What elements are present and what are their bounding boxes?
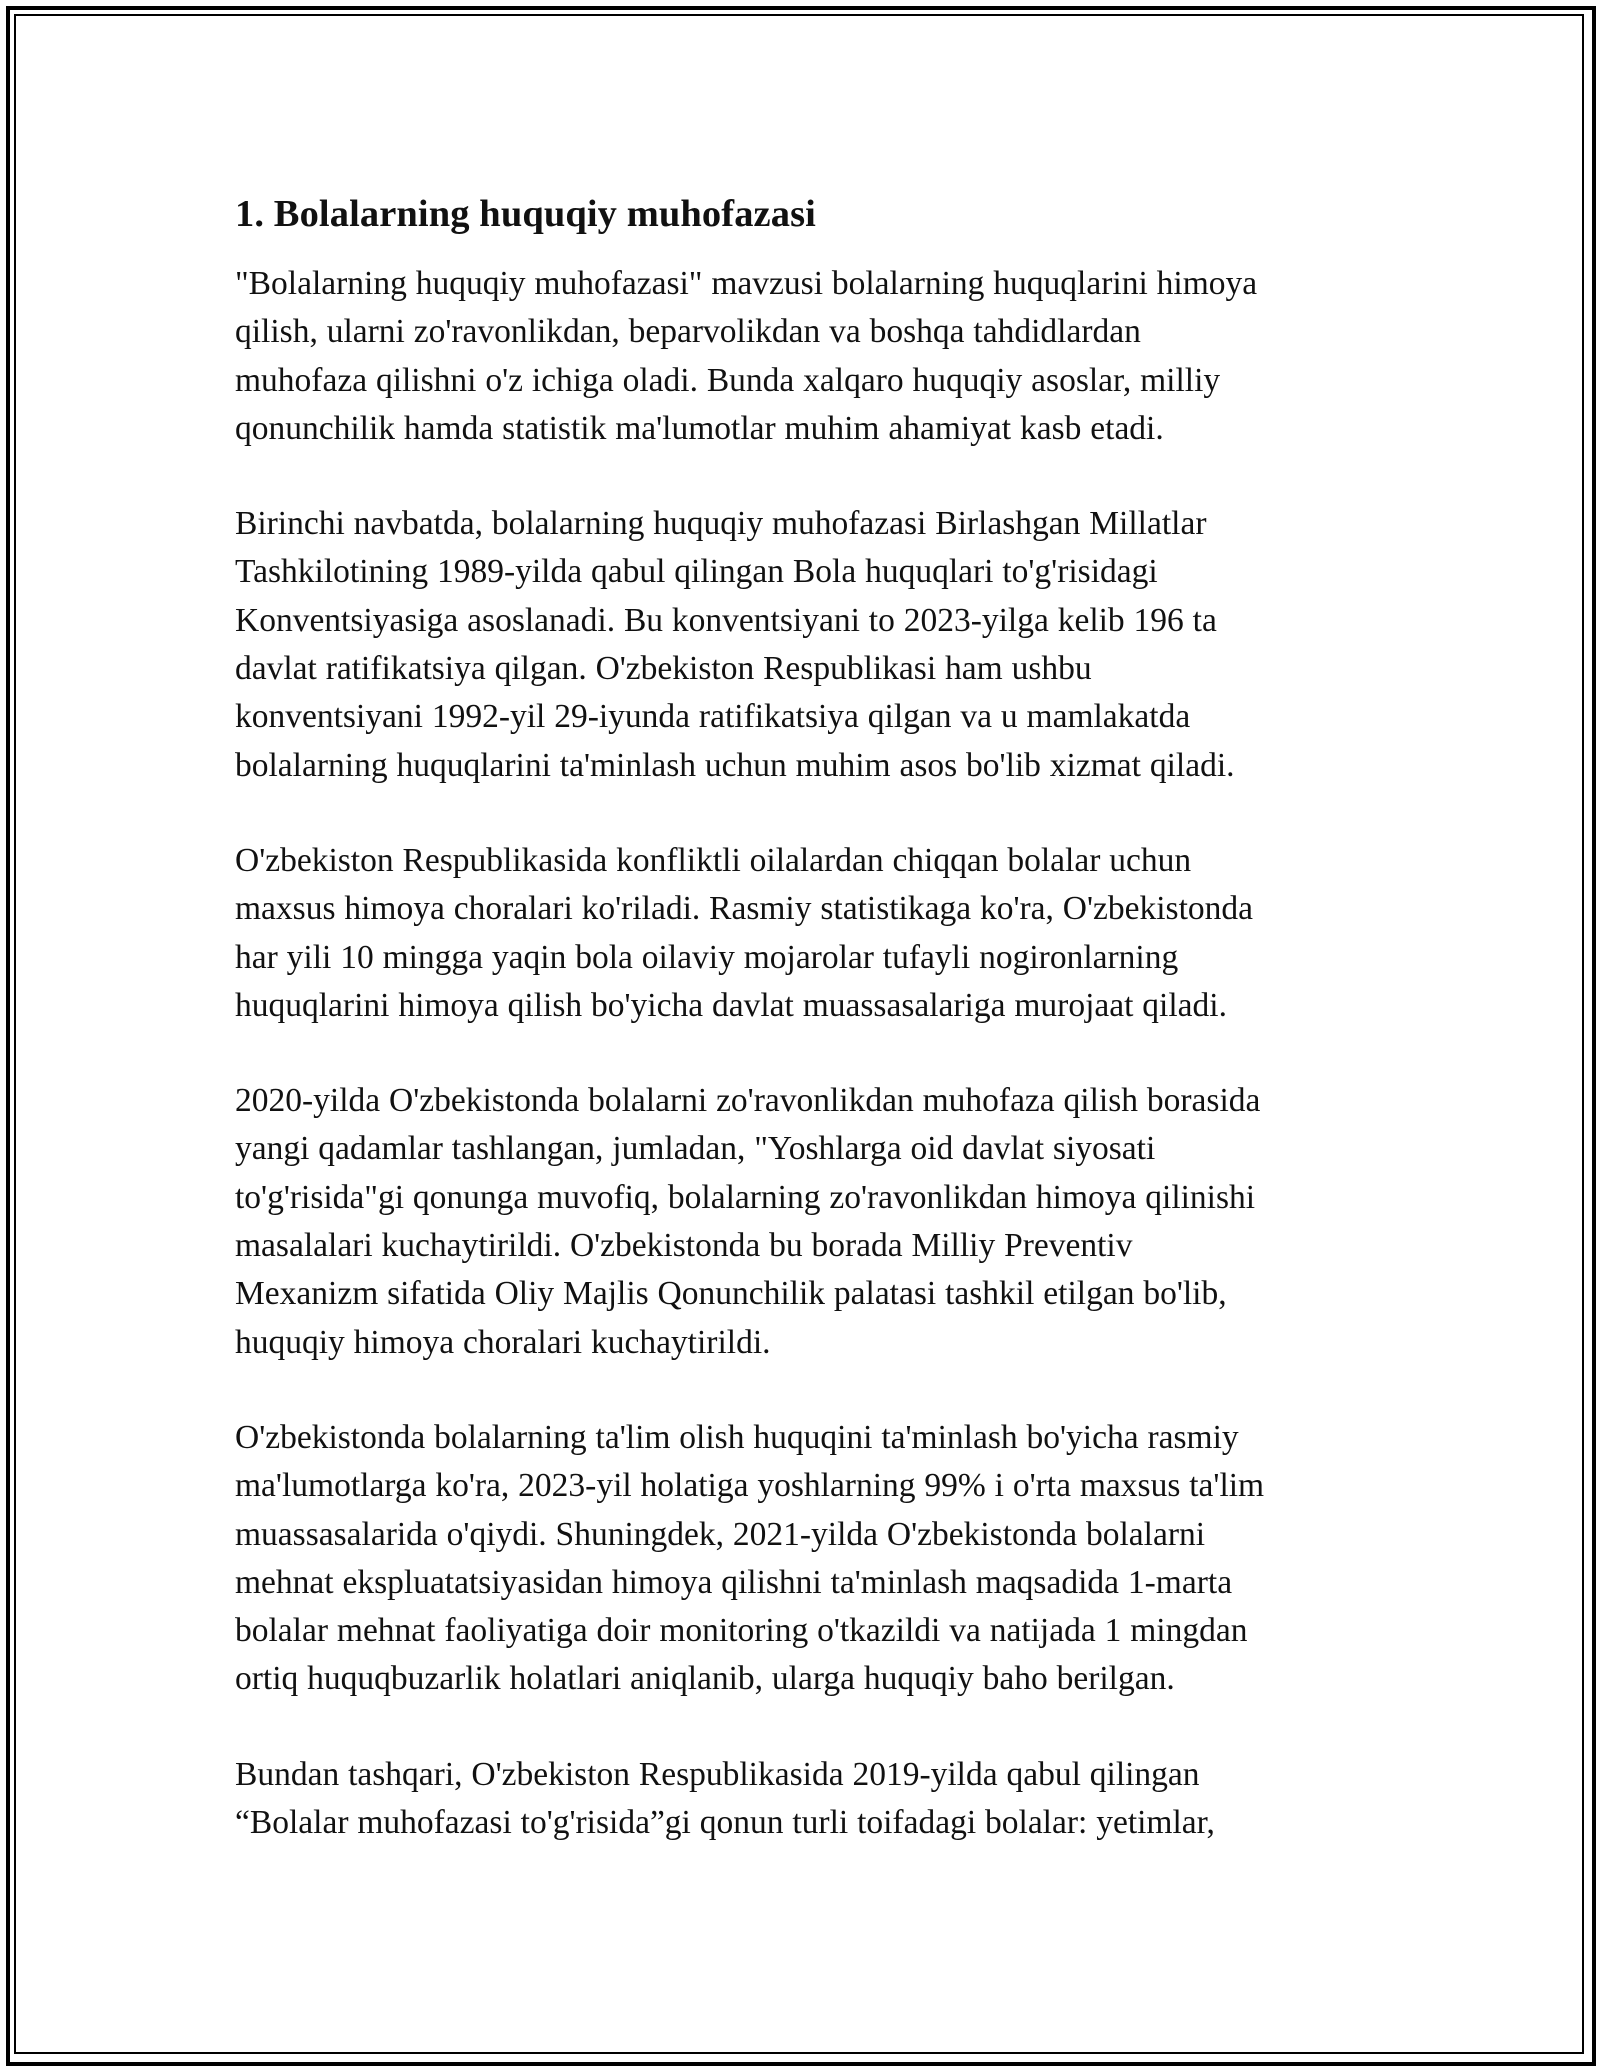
- paragraph-violence-protection: 2020-yilda O'zbekistonda bolalarni zo'ravonlikdan muhofaza qilish borasida yangi qadamlar tashlangan, jumladan, "Yoshlarga oid davlat siyosati to'g'risida"gi qonunga muvofiq, bolalarning zo'ravonlikdan himoya qilinishi masalalari kuchaytirildi. O'zbekistonda bu borada Milliy Preventiv Mexanizm sifatida Oliy Majlis Qonunchilik palatasi tashkil etilgan bo'lib, huquqiy himoya choralari kuchaytirildi.: [235, 1082, 1261, 1361]
- section-heading: 1. Bolalarning huquqiy muhofazasi: [235, 193, 816, 235]
- paragraph-conflict-families: O'zbekiston Respublikasida konfliktli oilalardan chiqqan bolalar uchun maxsus himoya choralari ko'riladi. Rasmiy statistikaga ko'ra, O'zbekistonda har yili 10 mingga yaqin bola oilaviy mojarolar tufayli nogironlarning huquqlarini himoya qilish bo'yicha davlat muassasalariga murojaat qiladi.: [235, 841, 1254, 1024]
- paragraph-education-rights: O'zbekistonda bolalarning ta'lim olish huquqini ta'minlash bo'yicha rasmiy ma'lumotlarga ko'ra, 2023-yil holatiga yoshlarning 99% i o'rta maxsus ta'lim muassasalarida o'qiydi. Shuningdek, 2021-yilda O'zbekistonda bolalarni mehnat ekspluatatsiyasidan himoya qilishni ta'minlash maqsadida 1-marta bolalar mehnat faoliyatiga doir monitoring o'tkazildi va natijada 1 mingdan ortiq huquqbuzarlik holatlari aniqlanib, ularga huquqiy baho berilgan.: [235, 1418, 1265, 1698]
- document-body: [235, 190, 1370, 1894]
- paragraph-intro: "Bolalarning huquqiy muhofazasi" mavzusi bolalarning huquqlarini himoya qilish, ularni zo'ravonlikdan, beparvolikdan va boshqa tahdidlardan muhofaza qilishni o'z ichiga oladi. Bunda xalqaro huquqiy asoslar, milliy qonunchilik hamda statistik ma'lumotlar muhim ahamiyat kasb etadi.: [235, 265, 1258, 447]
- paragraph-child-protection-law: Bundan tashqari, O'zbekiston Respublikasida 2019-yilda qabul qilingan “Bolalar muhofazasi to'g'risida”gi qonun turli toifadagi bolalar: yetimlar,: [235, 1755, 1215, 1842]
- paragraph-un-convention: Birinchi navbatda, bolalarning huquqiy muhofazasi Birlashgan Millatlar Tashkilotining 1989-yilda qabul qilingan Bola huquqlari to'g'risidagi Konventsiyasiga asoslanadi. Bu konventsiyani to 2023-yilga kelib 196 ta davlat ratifikatsiya qilgan. O'zbekiston Respublikasi ham ushbu konventsiyani 1992-yil 29-iyunda ratifikatsiya qilgan va u mamlakatda bolalarning huquqlarini ta'minlash uchun muhim asos bo'lib xizmat qiladi.: [235, 505, 1235, 784]
